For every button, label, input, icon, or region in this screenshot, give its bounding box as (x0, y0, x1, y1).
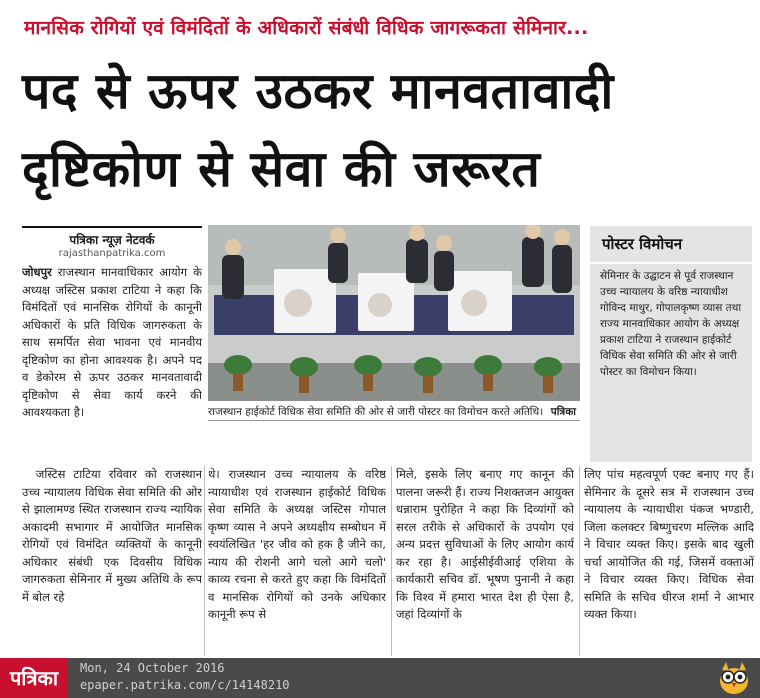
caption-text: राजस्थान हाईकोर्ट विधिक सेवा समिति की ओर से जारी पोस्टर का विमोचन करते अतिथि। (208, 406, 544, 418)
headline-line-1: पद से ऊपर उठकर मानवतावादी (22, 62, 614, 120)
byline (22, 226, 202, 259)
epaper-url[interactable]: epaper.patrika.com/c/14148210 (80, 678, 290, 692)
sidebar-title: पोस्टर विमोचन (590, 226, 752, 264)
lead-paragraph (22, 264, 202, 422)
owl-mascot-icon (716, 660, 752, 696)
kicker: मानसिक रोगियों एवं विमंदितों के अधिकारों संबंधी विधिक जागरूकता सेमिनार... (24, 17, 589, 39)
photo-caption (208, 405, 580, 421)
body-column-1b (22, 466, 202, 656)
footer-bar (0, 658, 760, 698)
headline-line-2: दृष्टिकोण से सेवा की जरूरत (22, 140, 541, 198)
body-column-1a (22, 264, 202, 460)
paragraph: मिले, इसके लिए बनाए गए कानून की पालना जरूरी हैं। राज्य निशक्तजन आयुक्त धन्नाराम पुरोहित ने कहा कि दिव्यांगों को सरल तरीके से अधिकारों के उपयोग एवं अन्य प्रदत्त सुविधाओं के लिए आयोग कार्य कर रहा है। आईसीईवीआई एशिया के कार्यकारी सचिव डॉ. भूषण पुनानी ने कहा कि विश्व में हमारा भारत देश ही ऐसा है, जहां दिव्यांगों के (396, 467, 574, 621)
body-column-4 (584, 466, 754, 656)
paragraph: थे। राजस्थान उच्च न्यायालय के वरिष्ठ न्यायाधीश एवं राजस्थान हाईकोर्ट विधिक सेवा समिति के अध्यक्ष जस्टिस गोपाल कृष्ण व्यास ने अपने अध्यक्षीय सम्बोधन में स्वयंलिखित 'हर जीव को हक है जीने का, न्याय की रोशनी आगे चलो आगे चलो' काव्य रचना से करते हुए कहा कि विमंदितों व मानसिक रोगियों को उनके अधिकार कानूनी रूप से (208, 467, 386, 621)
sidebar-body: सेमिनार के उद्घाटन से पूर्व राजस्थान उच्च न्यायालय के वरिष्ठ न्यायाधीश गोविन्द माथुर, गोपालकृष्ण व्यास तथा राज्य मानवाधिकार आयोग के अध्यक्ष प्रकाश टाटिया ने राजस्थान हाईकोर्ट विधिक सेवा समिति की ओर से जारी पोस्टर का विमोचन किया। (600, 270, 742, 378)
column-divider (204, 466, 205, 656)
news-photo (208, 225, 580, 401)
edition-date: Mon, 24 October 2016 (80, 661, 225, 675)
photo-credit: पत्रिका (550, 406, 576, 418)
column-divider (391, 466, 392, 656)
byline-source: पत्रिका न्यूज़ नेटवर्क (69, 233, 155, 247)
poster-release-photo (208, 225, 580, 401)
byline-site: rajasthanpatrika.com (58, 248, 166, 259)
patrika-logo[interactable]: पत्रिका (0, 658, 68, 698)
body-column-3 (396, 466, 574, 656)
body-column-2 (208, 466, 386, 656)
column-divider (579, 466, 580, 656)
dateline: जोधपुर (22, 265, 52, 279)
paragraph: जस्टिस टाटिया रविवार को राजस्थान उच्च न्यायालय विधिक सेवा समिति की ओर से झालामण्ड स्थित राजस्थान राज्य न्यायिक अकादमी सभागार में आयोजित मानसिक रोगियों एवं विमंदित व्यक्तियों के कानूनी अधिकार संबंधी एक दिवसीय विधिक जागरुकता सेमिनार में मुख्य अतिथि के रूप में बोल रहे (22, 467, 202, 604)
paragraph: लिए पांच महत्वपूर्ण एक्ट बनाए गए हैं। सेमिनार के दूसरे सत्र में राजस्थान उच्च न्यायालय के न्यायाधीश पंकज भण्डारी, जिला कलक्टर बिष्णुचरण मल्लिक आदि ने विचार व्यक्त किए। इसके बाद खुली चर्चा आयोजित की गई, जिसमें वक्ताओं ने विचार व्यक्त किए। विधिक सेवा समिति के सचिव धीरज शर्मा ने आभार व्यक्त किया। (584, 467, 754, 621)
lead-text: राजस्थान मानवाधिकार आयोग के अध्यक्ष जस्टिस प्रकाश टाटिया ने कहा कि विमंदितों एवं मानसिक रोगियों के कानूनी अधिकारों के प्रति विधिक जागरुकता के साथ समर्पित सेवा भावना एवं मानवीय दृष्टिकोण का होना आवश्यक है। अपने पद व डेकोरम से ऊपर उठकर मानवतावादी दृष्टिकोण से सेवा कार्य करने की आवश्यकता है। (22, 265, 202, 419)
sidebar-box (590, 226, 752, 462)
